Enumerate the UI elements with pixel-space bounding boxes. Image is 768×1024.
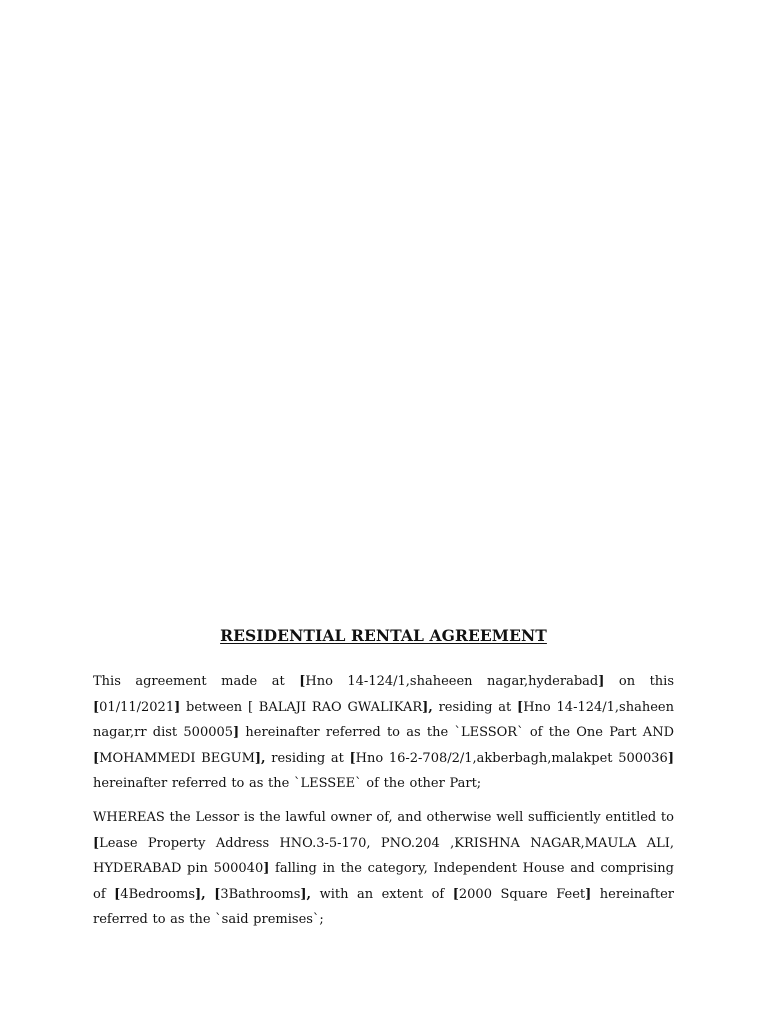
bracket: ]: [174, 699, 181, 715]
paragraph-parties: [93, 669, 674, 797]
property-address: Lease Property Address HNO.3-5-170, PNO.204 ,KRISHNA NAGAR,MAULA ALI, HYDERABAD pin 500040: [93, 835, 674, 877]
bracket: [: [517, 699, 524, 715]
bracket: [: [93, 699, 100, 715]
bathrooms: 3Bathrooms: [220, 886, 301, 902]
bracket: ],: [422, 699, 433, 715]
document-body: [93, 626, 674, 941]
lessor-name: between [ BALAJI RAO GWALIKAR: [180, 699, 423, 715]
text-segment: WHEREAS the Lessor is the lawful owner of, and otherwise well sufficiently entitled to: [93, 809, 674, 825]
text-segment: [206, 887, 215, 902]
text-segment: with an extent of: [311, 886, 453, 902]
text-segment: This agreement made at: [93, 674, 300, 689]
lessee-name: MOHAMMEDI BEGUM: [99, 750, 255, 766]
text-segment: residing at: [432, 699, 518, 715]
text-segment: hereinafter referred to as the `LESSEE` of the other Part;: [93, 776, 482, 792]
text-segment: hereinafter referred to as the `LESSOR` of the One Part AND: [239, 725, 674, 741]
bracket: ]: [263, 861, 270, 877]
bracket: ],: [254, 750, 266, 766]
agreement-place: Hno 14-124/1,shaheeen nagar,hyderabad: [305, 674, 599, 689]
text-segment: hereinafter referred to as the `said premises`;: [93, 886, 674, 928]
document-title: RESIDENTIAL RENTAL AGREEMENT: [220, 626, 547, 645]
bracket: ]: [233, 725, 240, 741]
bracket: [: [299, 674, 306, 689]
lessee-address: Hno 16-2-708/2/1,akberbagh,malakpet 500036: [355, 750, 668, 766]
bracket: ]: [667, 750, 674, 766]
bracket: [: [114, 886, 121, 902]
bracket: [: [93, 835, 100, 851]
bracket: [: [214, 886, 221, 902]
extent: 2000 Square Feet: [458, 886, 586, 902]
paragraph-premises: [93, 805, 674, 933]
text-segment: falling in the category, Independent House and comprising of: [93, 861, 674, 902]
bedrooms: 4Bedrooms: [120, 886, 196, 902]
bracket: [: [93, 750, 100, 766]
bracket: ]: [585, 886, 592, 902]
bracket: ]: [598, 674, 605, 689]
bracket: [: [452, 886, 459, 902]
text-segment: on this: [604, 674, 674, 689]
agreement-date: 01/11/2021: [99, 699, 175, 715]
bracket: ],: [195, 886, 206, 902]
text-segment: residing at: [265, 750, 350, 766]
bracket: ],: [300, 886, 312, 902]
lessor-address: Hno 14-124/1,shaheen nagar,rr dist 500005: [93, 699, 674, 741]
bracket: [: [349, 750, 356, 766]
